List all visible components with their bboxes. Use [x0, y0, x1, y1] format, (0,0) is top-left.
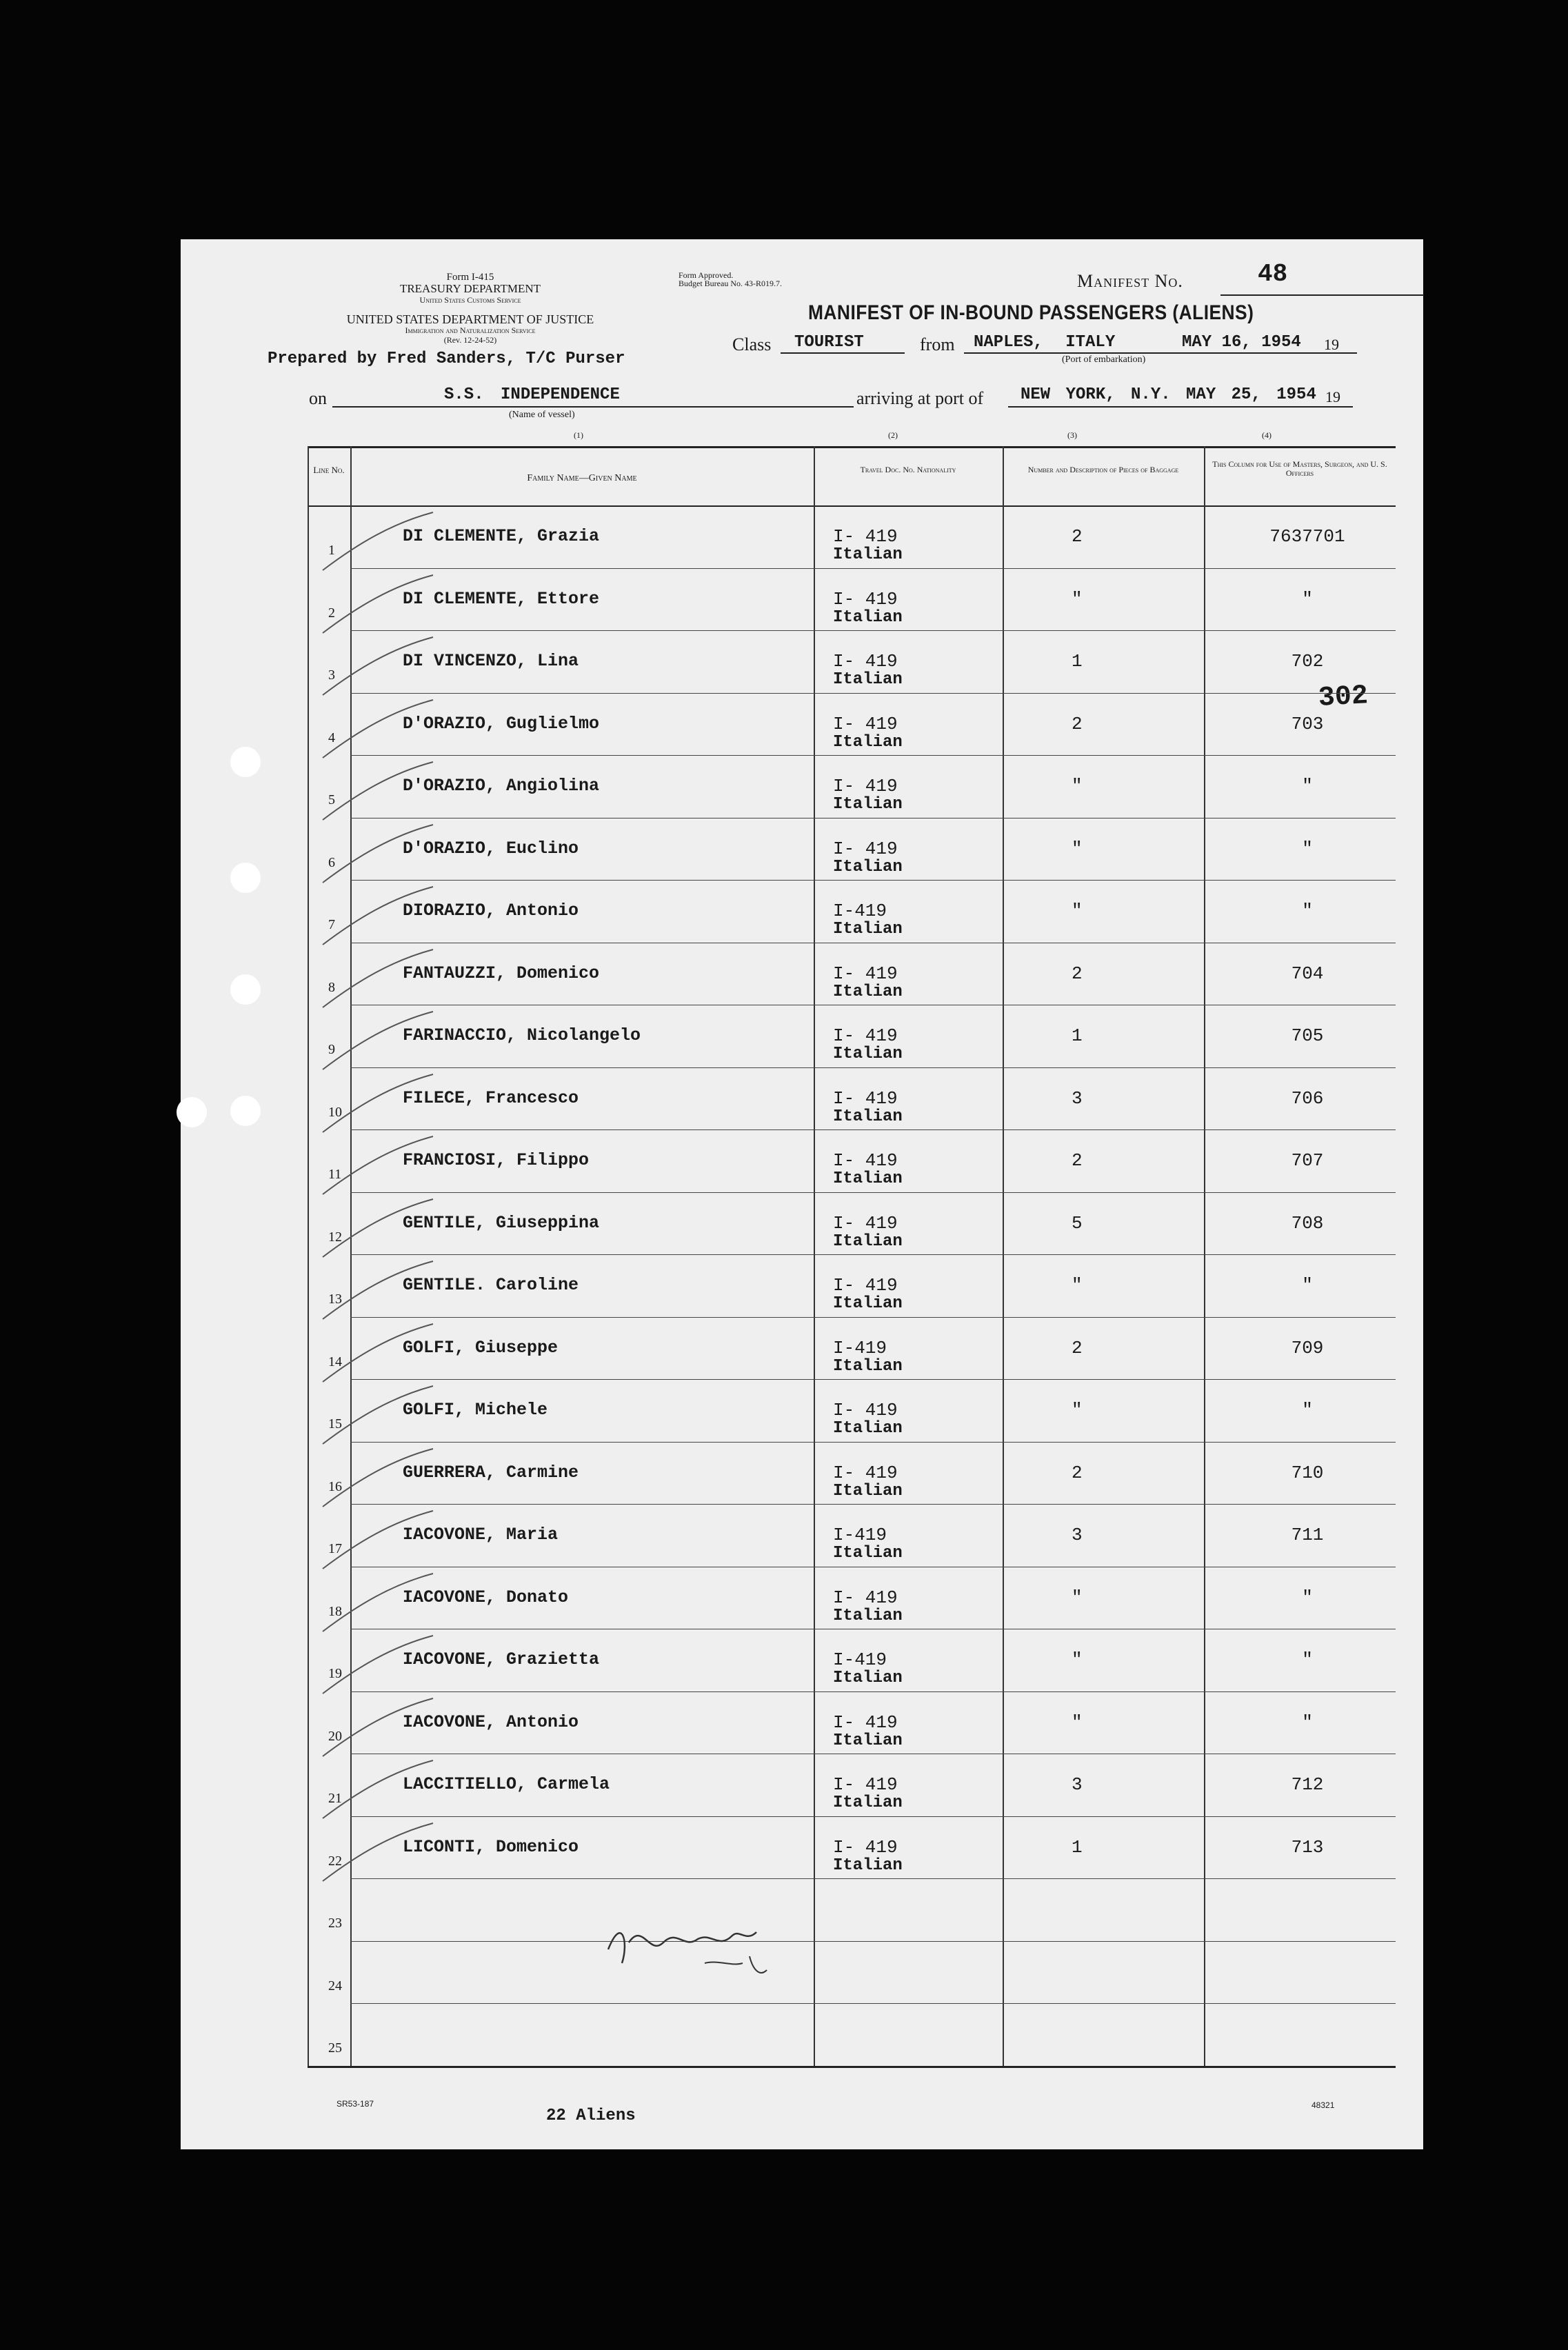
line-number: 12 — [328, 1229, 342, 1245]
travel-doc-number: I- 419 — [833, 1774, 898, 1795]
table-row — [308, 2003, 1396, 2066]
binder-hole — [230, 1096, 261, 1126]
justice-department: UNITED STATES DEPARTMENT OF JUSTICE — [346, 312, 594, 326]
officer-number: 708 — [1291, 1212, 1324, 1234]
passenger-name: IACOVONE, Maria — [403, 1525, 559, 1545]
table-row — [308, 1442, 1396, 1505]
officer-number: 706 — [1291, 1087, 1324, 1109]
line-number: 5 — [328, 792, 335, 807]
table-row — [308, 693, 1396, 756]
manifest-title: MANIFEST OF IN-BOUND PASSENGERS (ALIENS) — [808, 301, 1254, 324]
travel-doc-number: I- 419 — [833, 1587, 898, 1608]
annotation-302: 302 — [1317, 681, 1369, 714]
arriving-value: NEW YORK, N.Y. MAY 25, 1954 — [1021, 385, 1316, 404]
table-row — [308, 1691, 1396, 1754]
table-row — [308, 1754, 1396, 1816]
binder-hole — [230, 747, 261, 777]
port-embarkation-label: (Port of embarkation) — [1062, 354, 1146, 365]
line-number: 22 — [328, 1853, 342, 1869]
line-number: 8 — [328, 979, 335, 995]
baggage-count: 2 — [1072, 713, 1083, 734]
travel-doc-number: I- 419 — [833, 1275, 898, 1296]
table-row — [308, 880, 1396, 943]
passenger-name: GOLFI, Michele — [403, 1400, 548, 1420]
officer-number: 711 — [1291, 1525, 1324, 1545]
travel-doc-number: I- 419 — [833, 963, 898, 984]
passenger-name: FARINACCIO, Nicolangelo — [403, 1025, 641, 1045]
nationality: Italian — [833, 1294, 903, 1313]
baggage-count: " — [1072, 901, 1083, 921]
passenger-name: DI CLEMENTE, Ettore — [403, 588, 600, 609]
line-number: 4 — [328, 730, 335, 745]
line-number: 14 — [328, 1354, 342, 1369]
class-value: TOURIST — [794, 333, 864, 352]
travel-doc-number: I- 419 — [833, 1212, 898, 1234]
class-line — [781, 352, 905, 354]
officer-number: " — [1302, 838, 1313, 859]
officer-number: 7637701 — [1269, 526, 1345, 547]
footer-total: 22 Aliens — [546, 2107, 636, 2125]
table-row — [308, 1067, 1396, 1130]
line-number: 24 — [328, 1978, 342, 1994]
nationality: Italian — [833, 920, 903, 938]
officer-number: 712 — [1291, 1774, 1324, 1795]
officer-number: " — [1302, 901, 1313, 921]
nationality: Italian — [833, 1232, 903, 1251]
passenger-name: FANTAUZZI, Domenico — [403, 963, 600, 983]
table-row — [308, 943, 1396, 1005]
treasury-department: TREASURY DEPARTMENT — [399, 282, 541, 295]
nationality: Italian — [833, 1794, 903, 1812]
travel-doc-number: I- 419 — [833, 1087, 898, 1109]
passenger-name: DI CLEMENTE, Grazia — [403, 526, 600, 546]
baggage-count: 2 — [1072, 1150, 1083, 1171]
line-number: 25 — [328, 2040, 342, 2056]
officer-number: 713 — [1291, 1836, 1324, 1858]
nationality: Italian — [833, 1669, 903, 1687]
baggage-count: 2 — [1072, 526, 1083, 547]
line-number: 13 — [328, 1292, 342, 1307]
from-value: NAPLES, ITALY — [974, 333, 1116, 352]
table-row — [308, 1941, 1396, 2004]
officer-number: " — [1302, 1711, 1313, 1733]
passenger-name: GENTILE. Caroline — [403, 1275, 579, 1295]
binder-hole — [230, 974, 261, 1005]
baggage-count: 2 — [1072, 1337, 1083, 1358]
travel-doc-number: I- 419 — [833, 838, 898, 859]
line-number: 16 — [328, 1478, 342, 1494]
passenger-name: GOLFI, Giuseppe — [403, 1337, 559, 1358]
officer-number: " — [1302, 776, 1313, 796]
travel-doc-number: I-419 — [833, 1525, 887, 1545]
col-num-1: (1) — [574, 430, 583, 440]
travel-doc-number: I- 419 — [833, 1836, 898, 1858]
baggage-count: " — [1072, 1275, 1083, 1296]
passenger-name: D'ORAZIO, Euclino — [403, 838, 579, 858]
baggage-count: 3 — [1072, 1525, 1083, 1545]
nationality: Italian — [833, 795, 903, 814]
nationality: Italian — [833, 982, 903, 1001]
table-row — [308, 1379, 1396, 1442]
baggage-count: " — [1072, 838, 1083, 859]
travel-doc-number: I- 419 — [833, 1400, 898, 1420]
baggage-count: " — [1072, 1649, 1083, 1670]
passenger-name: IACOVONE, Grazietta — [403, 1649, 600, 1669]
travel-doc-number: I-419 — [833, 1337, 887, 1358]
on-label: on — [309, 388, 327, 408]
from-line — [964, 352, 1357, 354]
footer-print-code: 48321 — [1311, 2100, 1335, 2110]
line-number: 23 — [328, 1916, 342, 1931]
col-header-name: Family Name—Given Name — [527, 473, 637, 483]
customs-service: United States Customs Service — [419, 295, 521, 305]
baggage-count: " — [1072, 588, 1083, 610]
passenger-name: D'ORAZIO, Angiolina — [403, 776, 600, 796]
handwritten-signature — [601, 1901, 781, 1991]
officer-number: 704 — [1291, 963, 1324, 984]
officer-number: 705 — [1291, 1025, 1324, 1046]
nationality: Italian — [833, 607, 903, 627]
nationality: Italian — [833, 545, 903, 564]
nationality: Italian — [833, 1856, 903, 1875]
nationality: Italian — [833, 857, 903, 876]
line-number: 20 — [328, 1728, 342, 1744]
officer-number: " — [1302, 588, 1313, 610]
arriving-label: arriving at port of — [856, 388, 984, 408]
passenger-table — [308, 446, 1396, 2057]
col-num-4: (4) — [1262, 430, 1272, 440]
officer-number: " — [1302, 1649, 1313, 1670]
vessel-line — [332, 406, 854, 408]
line-number: 1 — [328, 543, 335, 558]
travel-doc-number: I-419 — [833, 1649, 887, 1670]
travel-doc-number: I- 419 — [833, 713, 898, 734]
officer-number: " — [1302, 1275, 1313, 1296]
table-row — [308, 1192, 1396, 1255]
baggage-count: 1 — [1072, 651, 1083, 672]
table-row — [308, 1878, 1396, 1941]
travel-doc-number: I- 419 — [833, 588, 898, 610]
binder-hole — [177, 1097, 207, 1127]
nationality: Italian — [833, 1169, 903, 1188]
baggage-count: 3 — [1072, 1774, 1083, 1795]
line-number: 18 — [328, 1603, 342, 1619]
table-row — [308, 505, 1396, 568]
arriving-year-suffix: 19 — [1325, 388, 1340, 405]
officer-number: 710 — [1291, 1462, 1324, 1483]
passenger-name: FRANCIOSI, Filippo — [403, 1150, 590, 1170]
nationality: Italian — [833, 1419, 903, 1438]
baggage-count: 2 — [1072, 963, 1083, 984]
footer-form-code: SR53-187 — [336, 2099, 374, 2109]
nationality: Italian — [833, 1356, 903, 1376]
table-bottom-border — [308, 2066, 1396, 2068]
baggage-count: " — [1072, 776, 1083, 796]
revision: (Rev. 12-24-52) — [443, 335, 497, 345]
manifest-sheet — [181, 239, 1423, 2149]
class-label: Class — [732, 334, 772, 354]
table-row — [308, 630, 1396, 693]
table-row — [308, 1254, 1396, 1317]
passenger-name: GUERRERA, Carmine — [403, 1462, 579, 1483]
date-value: MAY 16, 1954 — [1182, 333, 1301, 352]
col-header-travel-doc: Travel Doc. No. Nationality — [860, 465, 956, 474]
baggage-count: " — [1072, 1711, 1083, 1733]
nationality: Italian — [833, 732, 903, 752]
year-prefix: 19 — [1324, 336, 1339, 353]
officer-number: 709 — [1291, 1337, 1324, 1358]
passenger-name: IACOVONE, Donato — [403, 1587, 569, 1607]
line-number: 7 — [328, 917, 335, 932]
form-number: Form I-415 — [446, 272, 494, 283]
line-number: 21 — [328, 1791, 342, 1806]
table-row — [308, 1005, 1396, 1067]
col-header-officers: This Column for Use of Masters, Surgeon, and U. S. Officers — [1212, 459, 1387, 478]
travel-doc-number: I- 419 — [833, 1711, 898, 1733]
nationality: Italian — [833, 1481, 903, 1500]
passenger-name: LICONTI, Domenico — [403, 1836, 579, 1857]
line-number: 11 — [328, 1167, 342, 1182]
naturalization-service: Immigration and Naturalization Service — [405, 325, 536, 335]
baggage-count: 3 — [1072, 1087, 1083, 1109]
col-num-3: (3) — [1067, 430, 1077, 440]
nationality: Italian — [833, 1107, 903, 1126]
travel-doc-number: I- 419 — [833, 1462, 898, 1483]
vessel-value: S.S. INDEPENDENCE — [444, 385, 620, 404]
nationality: Italian — [833, 1731, 903, 1750]
passenger-name: IACOVONE, Antonio — [403, 1711, 579, 1732]
table-row — [308, 1567, 1396, 1629]
table-row — [308, 755, 1396, 818]
budget-bureau: Budget Bureau No. 43-R019.7. — [679, 279, 782, 288]
line-number: 2 — [328, 605, 335, 621]
line-number: 17 — [328, 1541, 342, 1556]
baggage-count: " — [1072, 1400, 1083, 1420]
travel-doc-number: I- 419 — [833, 776, 898, 796]
table-row — [308, 568, 1396, 631]
table-row — [308, 1129, 1396, 1192]
officer-number: 707 — [1291, 1150, 1324, 1171]
travel-doc-number: I- 419 — [833, 1025, 898, 1046]
line-number: 3 — [328, 667, 335, 683]
nationality: Italian — [833, 670, 903, 689]
vessel-label: (Name of vessel) — [509, 410, 575, 420]
passenger-name: D'ORAZIO, Guglielmo — [403, 713, 600, 734]
table-row — [308, 1629, 1396, 1691]
baggage-count: " — [1072, 1587, 1083, 1608]
passenger-name: GENTILE, Giuseppina — [403, 1212, 600, 1233]
table-row — [308, 1816, 1396, 1879]
nationality: Italian — [833, 1606, 903, 1625]
col-num-2: (2) — [888, 430, 898, 440]
line-number: 6 — [328, 854, 335, 870]
table-row — [308, 1317, 1396, 1380]
manifest-no-line — [1220, 294, 1424, 296]
prepared-by: Prepared by Fred Sanders, T/C Purser — [268, 350, 625, 368]
line-number: 19 — [328, 1666, 342, 1681]
line-number: 9 — [328, 1042, 335, 1057]
baggage-count: 5 — [1072, 1212, 1083, 1234]
travel-doc-number: I- 419 — [833, 1150, 898, 1171]
nationality: Italian — [833, 1544, 903, 1563]
baggage-count: 2 — [1072, 1462, 1083, 1483]
baggage-count: 1 — [1072, 1025, 1083, 1046]
manifest-no-label: Manifest No. — [1077, 271, 1183, 291]
line-number: 10 — [328, 1104, 342, 1120]
nationality: Italian — [833, 1045, 903, 1063]
passenger-name: DI VINCENZO, Lina — [403, 651, 579, 671]
line-number: 15 — [328, 1416, 342, 1432]
table-row — [308, 818, 1396, 881]
col-header-baggage: Number and Description of Pieces of Baggage — [1027, 465, 1179, 474]
officer-number: " — [1302, 1587, 1313, 1608]
binder-hole — [230, 863, 261, 893]
passenger-name: DIORAZIO, Antonio — [403, 901, 579, 921]
travel-doc-number: I-419 — [833, 901, 887, 921]
officer-number: 703 — [1291, 713, 1324, 734]
arriving-line — [1008, 406, 1353, 408]
travel-doc-number: I- 419 — [833, 651, 898, 672]
officer-number: " — [1302, 1400, 1313, 1420]
table-row — [308, 1504, 1396, 1567]
table-top-border — [308, 446, 1396, 448]
officer-number: 702 — [1291, 651, 1324, 672]
baggage-count: 1 — [1072, 1836, 1083, 1858]
passenger-name: FILECE, Francesco — [403, 1087, 579, 1108]
col-header-line-no: Line No. — [313, 465, 345, 475]
passenger-name: LACCITIELLO, Carmela — [403, 1774, 610, 1794]
travel-doc-number: I- 419 — [833, 526, 898, 547]
from-label: from — [920, 334, 955, 354]
manifest-no-value: 48 — [1258, 260, 1288, 288]
form-approved: Form Approved. — [679, 270, 734, 280]
